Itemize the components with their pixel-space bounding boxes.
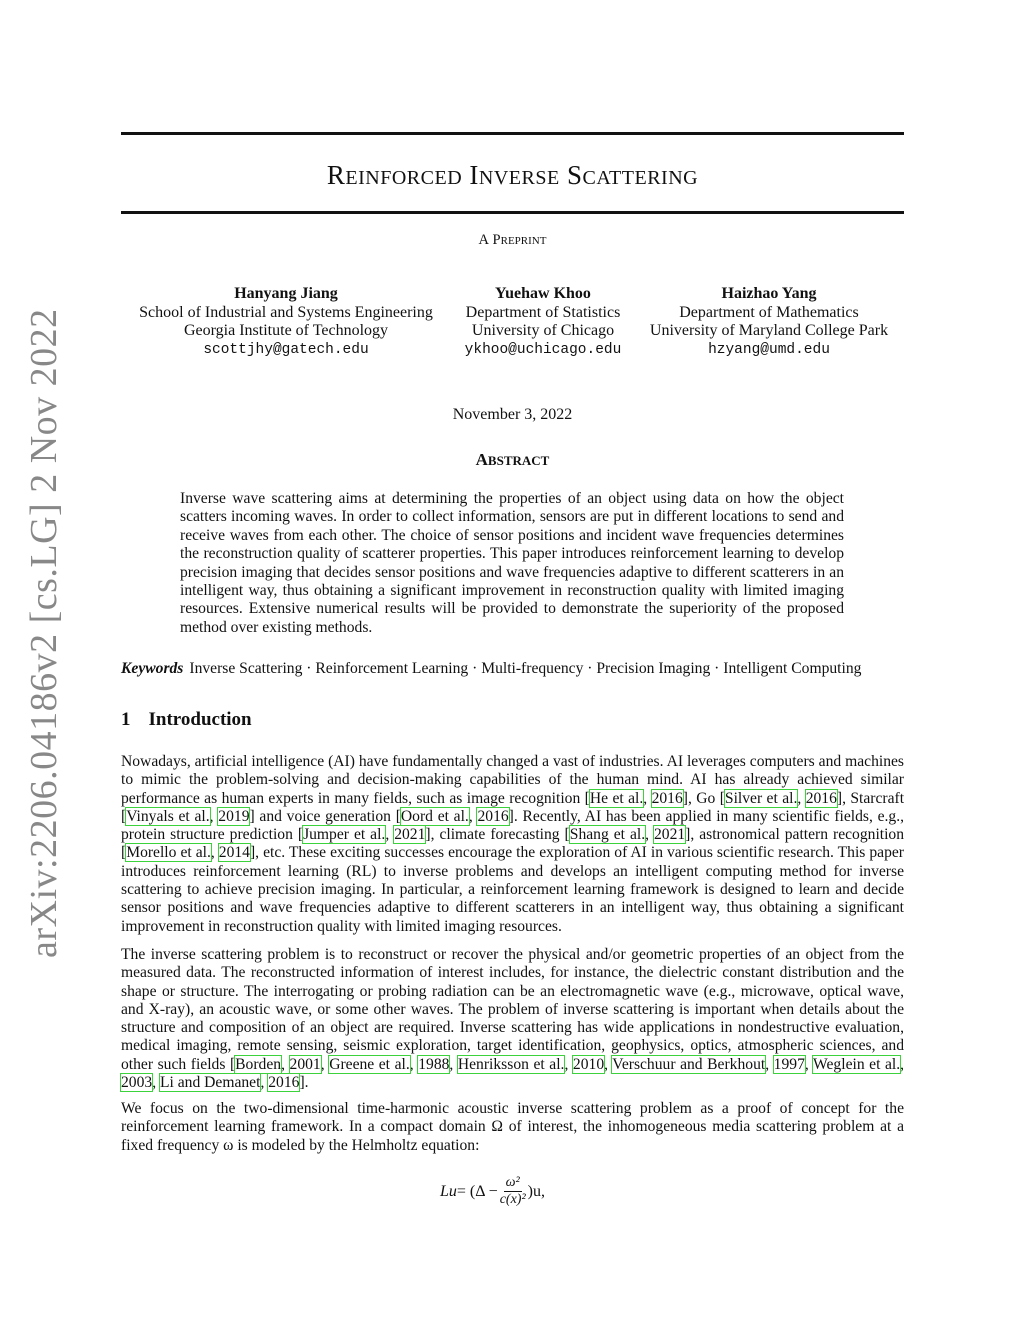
citation-link[interactable]: 2003: [121, 1074, 153, 1092]
section-title: Introduction: [148, 709, 252, 730]
preprint-label: A PREPRINT: [478, 232, 547, 248]
citation-link[interactable]: Vinyals et al.: [126, 807, 210, 825]
citation-link[interactable]: Li and Demanet: [159, 1074, 261, 1092]
paragraph: We focus on the two-dimensional time-harmonic acoustic inverse scattering problem as a proof of concept for the reinforcement learning framework. In a compact domain Ω of interest, the inhomogeneous media scattering problem at a fixed frequency ω is modeled by the Helmholtz equation:: [121, 1100, 904, 1154]
author-email[interactable]: ykhoo@uchicago.edu: [464, 341, 622, 358]
citation-link[interactable]: Oord et al.: [400, 807, 469, 825]
section-number: 1: [121, 709, 131, 730]
keywords-text: Inverse Scattering · Reinforcement Learning · Multi-frequency · Precision Imaging · Intelligent Computing: [189, 660, 862, 677]
paragraph: The inverse scattering problem is to reconstruct or recover the physical and/or geometric properties of an object from the measured data. The reconstructed information of interest includes, for instance, the dielectric constant distribution and the shape or structure. The interrogating or probing radiation can be an electromagnetic wave (e.g., microwave, optical wave, and X-ray), an acoustic wave, or some other waves. The problem of inverse scattering is important when details about the structure and composition of an object are required. Inverse scattering has wide applications in nondestructive evaluation, medical imaging, remote sensing, seismic exploration, target identification, geophysics, optics, atmospheric sciences, and other such fields [Borden, 2001, Greene et al., 1988, Henriksson et al., 2010, Verschuur and Berkhout, 1997, Weglein et al., 2003, Li and Demanet, 2016].: [121, 946, 905, 1092]
citation-link[interactable]: 2016: [268, 1074, 300, 1092]
citation-link[interactable]: Henriksson et al.: [457, 1055, 565, 1073]
helmholtz-equation: Lu = (Δ − $\frac{\text{ω²}}{\text{c(x)²}}$ )u,: [440, 1175, 545, 1207]
author-email[interactable]: scottjhy@gatech.edu: [203, 341, 369, 358]
citation-link[interactable]: Verschuur and Berkhout: [612, 1055, 766, 1073]
citation-link[interactable]: 2021: [653, 826, 686, 844]
author-institution: Georgia Institute of Technology: [183, 322, 389, 339]
citation-link[interactable]: Greene et al.: [329, 1055, 410, 1073]
citation-link[interactable]: Borden: [235, 1055, 282, 1073]
citation-link[interactable]: 2019: [218, 807, 250, 825]
citation-link[interactable]: Morello et al.: [126, 844, 211, 862]
citation-link[interactable]: 2010: [572, 1055, 605, 1073]
citation-link[interactable]: 2001: [289, 1055, 321, 1073]
keywords-label: Keywords: [121, 660, 184, 677]
author-block: [121, 285, 451, 359]
citation-link[interactable]: 2014: [218, 844, 250, 862]
author-block: [636, 285, 902, 359]
fraction: $\frac{\text{ω²}}{\text{c(x)²}}$: [499, 1175, 526, 1207]
keywords-line: [121, 660, 906, 678]
citation-link[interactable]: 2016: [477, 807, 509, 825]
author-email[interactable]: hzyang@umd.edu: [708, 341, 830, 358]
citation-link[interactable]: Weglein et al.: [813, 1055, 901, 1073]
author-name: Haizhao Yang: [721, 285, 817, 302]
section-heading: [121, 709, 252, 731]
citation-link[interactable]: 1988: [418, 1055, 450, 1073]
citation-link[interactable]: Silver et al.: [724, 789, 798, 807]
citation-link[interactable]: Shang et al.: [569, 826, 646, 844]
author-department: School of Industrial and Systems Engineering: [139, 303, 433, 321]
title-rule-top: [121, 132, 904, 135]
citation-link[interactable]: 2016: [651, 789, 683, 807]
author-name: Yuehaw Khoo: [495, 285, 591, 302]
citation-link[interactable]: He et al.: [589, 789, 644, 807]
author-department: Department of Statistics: [465, 303, 621, 321]
citation-link[interactable]: Jumper et al.: [303, 826, 386, 844]
abstract-heading: ABSTRACT: [475, 450, 550, 469]
abstract-body: Inverse wave scattering aims at determining the properties of an object using data on how the object scatters incoming waves. In order to collect information, sensors are put in different locations to send and receive waves from each other. The choice of sensor positions and incident wave frequencies determines the reconstruction quality of scatterer properties. This paper introduces reinforcement learning to develop precision imaging that decides sensor positions and wave frequencies adaptive to different scatterers in an intelligent way, thus obtaining a significant improvement in reconstruction quality with limited imaging resources. Extensive numerical results will be provided to demonstrate the superiority of the proposed method over existing methods.: [180, 490, 844, 636]
arxiv-identifier-stamp: arXiv:2206.04186v2 [cs.LG] 2 Nov 2022: [23, 308, 65, 958]
author-institution: University of Maryland College Park: [649, 322, 889, 339]
citation-link[interactable]: 2021: [394, 826, 426, 844]
author-department: Department of Mathematics: [679, 303, 859, 321]
author-institution: University of Chicago: [471, 322, 615, 339]
author-block: [452, 285, 634, 359]
citation-link[interactable]: 1997: [773, 1055, 805, 1073]
title-rule-bottom: [121, 211, 904, 214]
author-name: Hanyang Jiang: [234, 285, 338, 302]
paper-title: REINFORCED INVERSE SCATTERING: [326, 160, 699, 190]
publication-date: November 3, 2022: [452, 406, 573, 423]
citation-link[interactable]: 2016: [805, 789, 837, 807]
paragraph: Nowadays, artificial intelligence (AI) have fundamentally changed a vast of industries. AI leverages computers and machines to mimic the problem-solving and decision-making capabilities of the human mind. AI has already achieved similar performance as human experts in many fields, such as image recognition [He et al., 2016], Go [Silver et al., 2016], Starcraft [Vinyals et al., 2019] and voice generation [Oord et al., 2016]. Recently, AI has been applied in many scientific fields, e.g., protein structure prediction [Jumper et al., 2021], climate forecasting [Shang et al., 2021], astronomical pattern recognition [Morello et al., 2014], etc. These exciting successes encourage the exploration of AI in various scientific research. This paper introduces reinforcement learning (RL) to inverse problems and develops an intelligent computing method for inverse scattering to achieve precision imaging. In particular, a reinforcement learning framework is designed to learn and decide sensor positions and wave frequencies adaptive to different scatterers in an intelligent way, thus obtaining a significant improvement in reconstruction quality with limited imaging resources.: [121, 753, 905, 935]
